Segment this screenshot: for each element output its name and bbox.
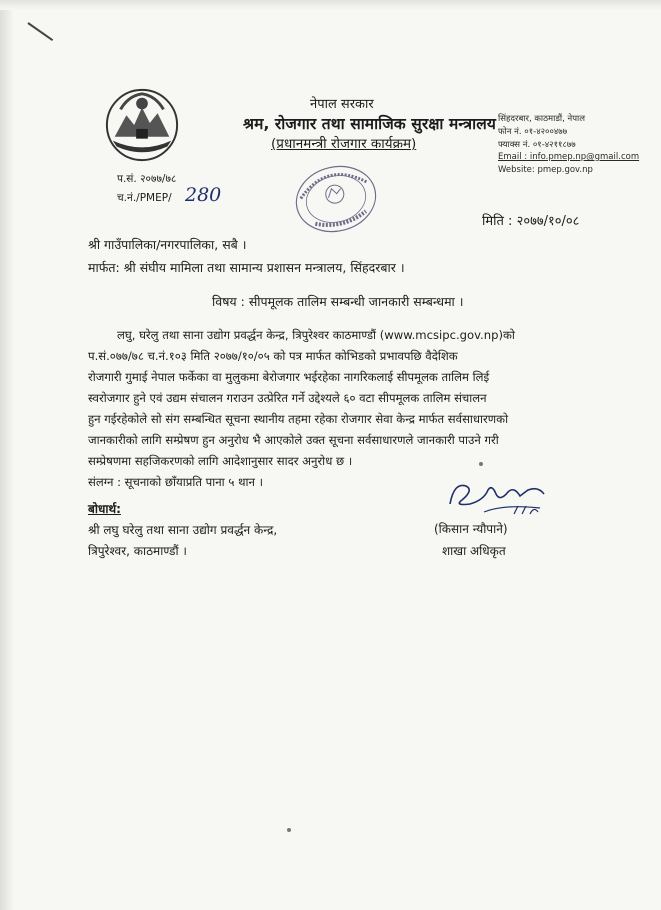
scan-shadow-left bbox=[0, 0, 14, 910]
program-name: (प्रधानमन्त्री रोजगार कार्यक्रम) bbox=[271, 136, 417, 152]
recipient-line: श्री गाउँपालिका/नगरपालिका, सबै । bbox=[88, 237, 247, 252]
signatory-title: शाखा अधिकृत bbox=[442, 544, 506, 558]
body-line-4: स्वरोजगार हुने एवं उद्यम संचालन गराउन उत्प्रेरित गर्ने उद्देश्यले ६० वटा सीपमूलक तालिम संचालन bbox=[88, 391, 487, 405]
scan-shadow-top bbox=[0, 0, 661, 10]
body-line-5: हुन गईरहेकोले सो संग सम्बन्धित सूचना स्थानीय तहमा रहेका रोजगार सेवा केन्द्र मार्फत सर्वसाधारणको bbox=[88, 412, 509, 426]
signature-icon bbox=[444, 474, 554, 520]
info-copy-label: बोधार्थ: bbox=[88, 502, 121, 516]
contact-email: Email : info.pmep.np@gmail.com bbox=[498, 152, 640, 162]
contact-website: Website: pmep.gov.np bbox=[498, 165, 593, 175]
recipient-via-line: मार्फत: श्री संघीय मामिला तथा सामान्य प्रशासन मन्त्रालय, सिंहदरबार । bbox=[88, 260, 405, 275]
body-line-7: सम्प्रेषणमा सहजिकरणको लागि आदेशानुसार सादर अनुरोध छ । bbox=[88, 454, 353, 468]
signatory-name: (किसान न्यौपाने) bbox=[434, 522, 508, 536]
body-line-1: लघु, घरेलु तथा साना उद्योग प्रवर्द्धन केन्द्र, त्रिपुरेश्वर काठमाण्डौं (www.mcsipc.gov.np)को bbox=[117, 328, 515, 342]
attachment-note: संलग्न : सूचनाको छाँयाप्रति पाना ५ थान । bbox=[88, 475, 263, 489]
office-stamp-icon bbox=[290, 160, 382, 238]
info-copy-line-1: श्री लघु घरेलु तथा साना उद्योग प्रवर्द्धन केन्द्र, bbox=[88, 523, 278, 537]
government-name: नेपाल सरकार bbox=[310, 97, 374, 112]
corner-mark bbox=[27, 22, 53, 41]
body-line-2: प.सं.०७७/७८ च.नं.१०३ मिति २०७७/१०/०५ को पत्र मार्फत कोभिडको प्रभावपछि वैदेशिक bbox=[88, 349, 458, 363]
scan-speck bbox=[479, 462, 483, 466]
dispatch-number-handwritten: 280 bbox=[185, 184, 222, 206]
body-line-3: रोजगारी गुमाई नेपाल फर्केका वा मुलुकमा बेरोजगार भईरहेका नागरिकलाई सीपमूलक तालिम लिई bbox=[88, 370, 490, 384]
contact-address: सिंहदरबार, काठमाडौं, नेपाल bbox=[498, 114, 586, 124]
nepal-emblem-icon bbox=[103, 86, 181, 164]
dispatch-number-label: च.नं./PMEP/ bbox=[117, 192, 172, 204]
body-line-6: जानकारीको लागि सम्प्रेषण हुन अनुरोध भै आएकोले उक्त सूचना सर्वसाधारणले जानकारी पाउने गरी bbox=[88, 433, 499, 447]
letter-date: मिति : २०७७/१०/०८ bbox=[482, 214, 580, 229]
scan-speck bbox=[287, 828, 291, 832]
contact-fax: फ्याक्स नं. ०१-४२११८७७ bbox=[498, 140, 576, 150]
letter-subject: विषय : सीपमूलक तालिम सम्बन्धी जानकारी सम्बन्धमा । bbox=[212, 294, 464, 309]
reference-number: प.सं. २०७७/७८ bbox=[117, 173, 177, 185]
contact-phone: फोन नं. ०१-४२००४७७ bbox=[498, 127, 568, 137]
ministry-name: श्रम, रोजगार तथा सामाजिक सुरक्षा मन्त्रालय bbox=[243, 115, 496, 133]
info-copy-line-2: त्रिपुरेश्वर, काठमाण्डौं । bbox=[88, 544, 187, 558]
